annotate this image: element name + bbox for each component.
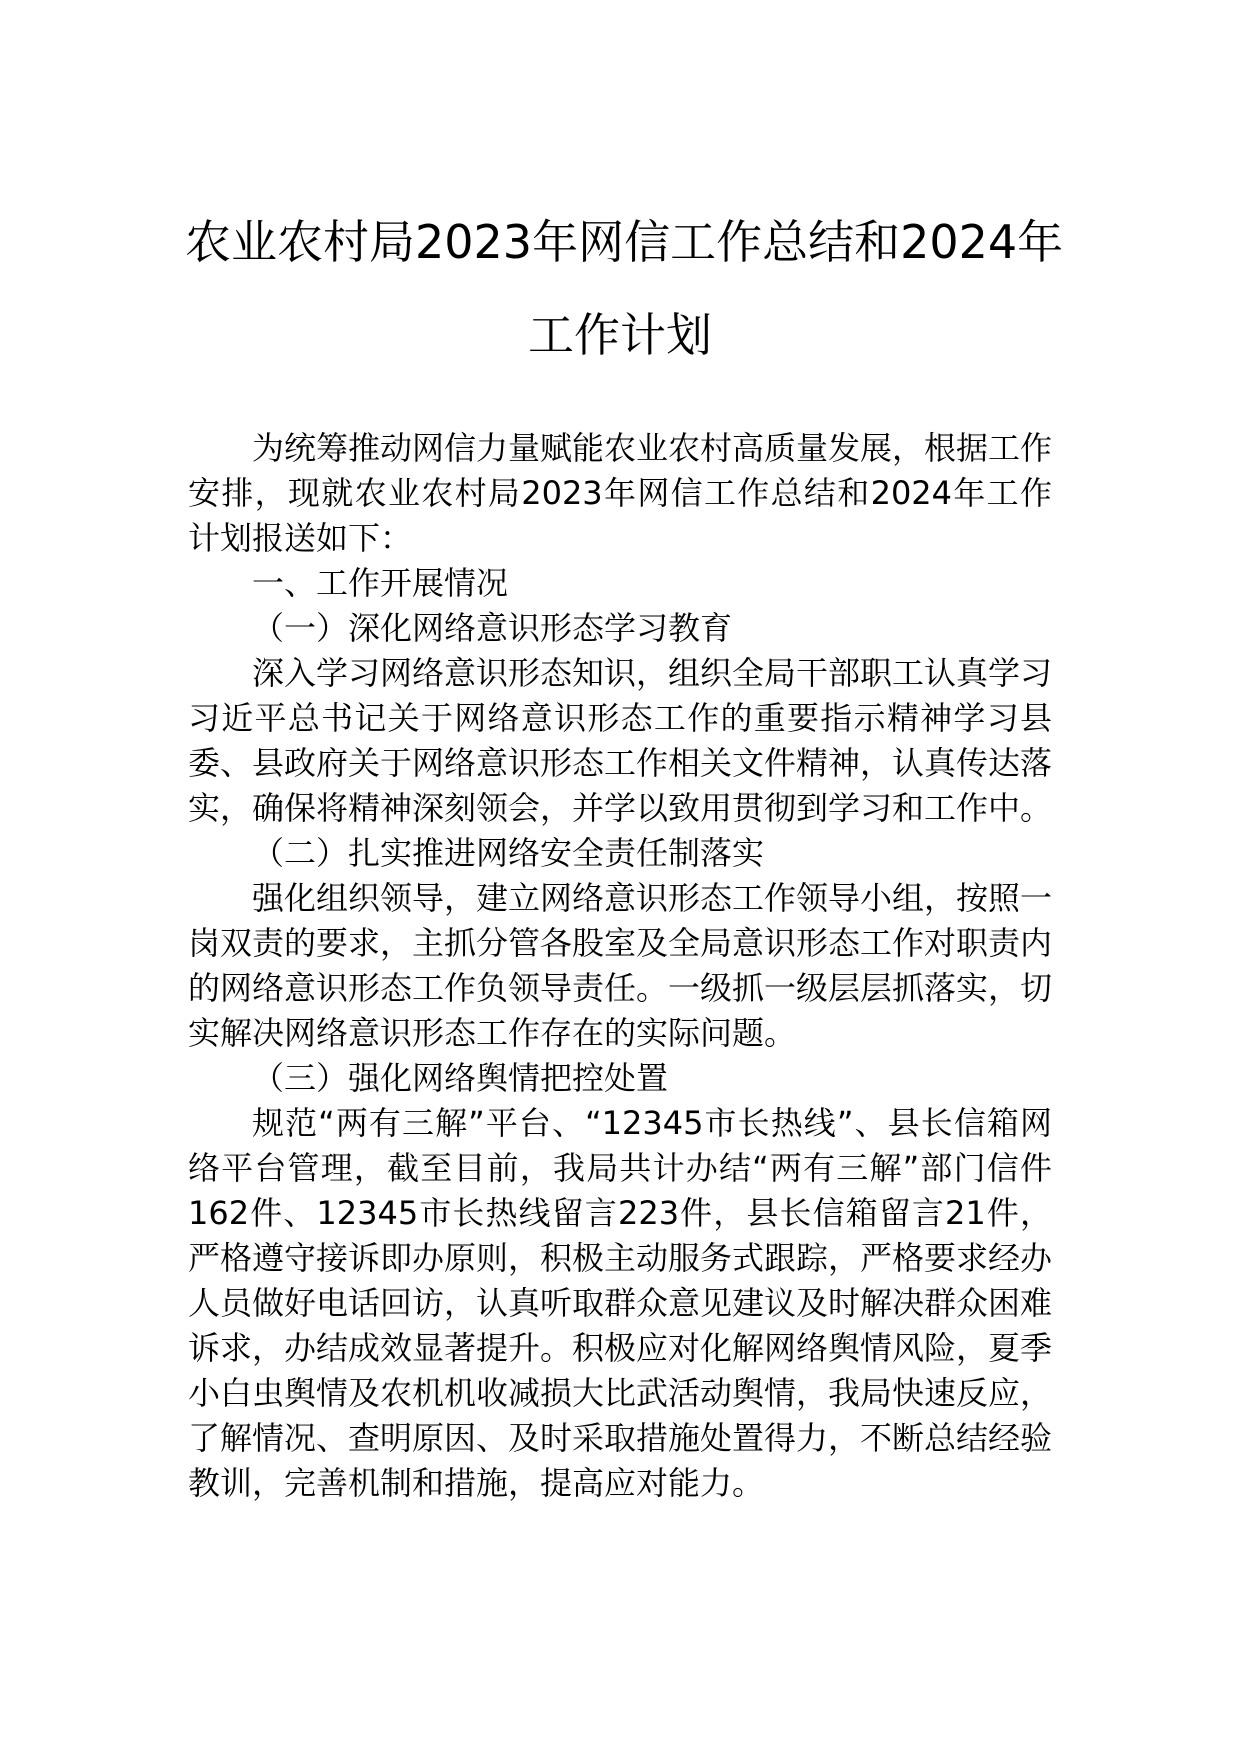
section-1-heading: 一、工作开展情况: [252, 564, 509, 602]
subsection-2-paragraph: 强化组织领导，建立网络意识形态工作领导小组，按照一岗双责的要求，主抓分管各股室及全局意识形态工作对职责内的网络意识形态工作负领导责任。一级抓一级层层抓落实，切实解决网络意识形态工作存在的实际问题。: [188, 879, 1053, 1052]
subsection-3-heading: （三）强化网络舆情把控处置: [252, 1059, 669, 1097]
document-title-line-2: 工作计划: [528, 308, 712, 362]
subsection-2-heading: （二）扎实推进网络安全责任制落实: [252, 834, 765, 872]
document-body: [188, 426, 1052, 1506]
subsection-1-heading: （一）深化网络意识形态学习教育: [252, 609, 733, 647]
subsection-1-paragraph: 深入学习网络意识形态知识，组织全局干部职工认真学习习近平总书记关于网络意识形态工作的重要指示精神学习县委、县政府关于网络意识形态工作相关文件精神，认真传达落实，确保将精神深刻领会，并学以致用贯彻到学习和工作中。: [188, 654, 1053, 827]
subsection-3-paragraph: 规范“两有三解”平台、“12345市长热线”、县长信箱网络平台管理，截至目前，我局共计办结“两有三解”部门信件162件、12345市长热线留言223件，县长信箱留言21件，严格遵守接诉即办原则，积极主动服务式跟踪，严格要求经办人员做好电话回访，认真听取群众意见建议及时解决群众困难诉求，办结成效显著提升。积极应对化解网络舆情风险，夏季小白虫舆情及农机机收减损大比武活动舆情，我局快速反应，了解情况、查明原因、及时采取措施处置得力，不断总结经验教训，完善机制和措施，提高应对能力。: [188, 1104, 1053, 1502]
document-title-line-1: 农业农村局2023年网信工作总结和2024年: [185, 215, 1064, 269]
intro-paragraph: 为统筹推动网信力量赋能农业农村高质量发展，根据工作安排，现就农业农村局2023年网信工作总结和2024年工作计划报送如下：: [188, 429, 1053, 557]
